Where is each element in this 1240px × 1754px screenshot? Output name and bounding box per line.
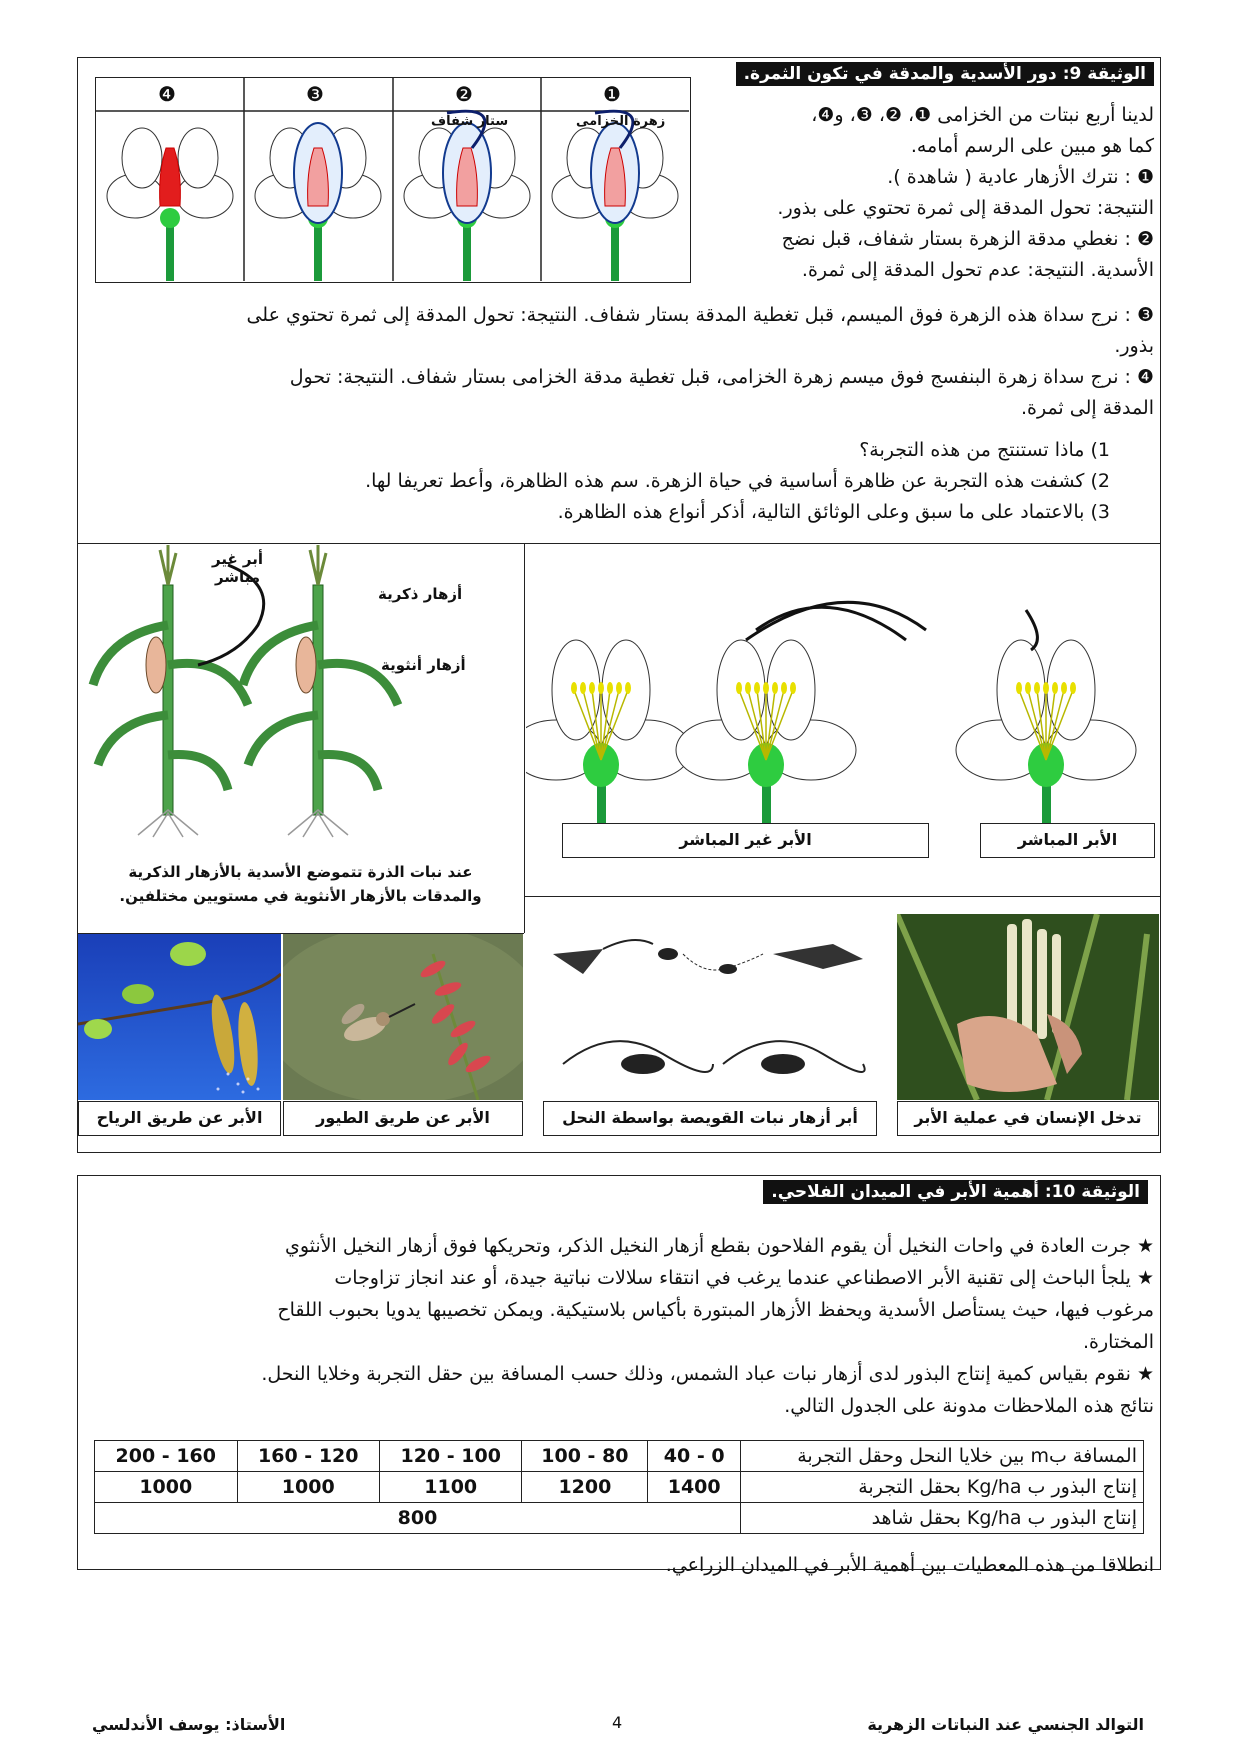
yield-cell: 1000	[95, 1472, 238, 1503]
experiment-flower	[255, 123, 381, 281]
palm-pollination-image	[897, 914, 1159, 1100]
doc10-line: مرغوب فيها، حيث يستأصل الأسدية ويحفظ الأزهار المبتورة بأكياس بلاستيكية. ويمكن تخصيبها يدويا بحبوب اللقاح	[277, 1299, 1154, 1321]
col-number-1: ❶	[603, 82, 621, 106]
step-line: بذور.	[1114, 335, 1154, 357]
table-row	[95, 1472, 1144, 1503]
doc10-line: المختارة.	[1082, 1331, 1154, 1353]
doc10-closing: انطلاقا من هذه المعطيات بين أهمية الأبر في الميدان الزراعي.	[665, 1554, 1154, 1576]
intro-line: ❶ : نترك الأزهار عادية ( شاهدة ).	[887, 166, 1154, 188]
step-line: المدقة إلى ثمرة.	[1020, 397, 1154, 419]
yield-cell: 1400	[648, 1472, 741, 1503]
intro-line: ❷ : نغطي مدقة الزهرة بستار شفاف، قبل نضج	[781, 228, 1154, 250]
caption-human: تدخل الإنسان في عملية الأبر	[897, 1101, 1159, 1136]
experiment-figure	[95, 77, 691, 283]
pollination-flower	[956, 640, 1136, 850]
doc9-steps	[88, 300, 1154, 424]
photo-wind	[78, 934, 281, 1100]
intro-line: كما هو مبين على الرسم أمامه.	[910, 135, 1154, 157]
distance-cell: 160 - 200	[95, 1441, 238, 1472]
question: 3) بالاعتماد على ما سبق وعلى الوثائق التالية، أذكر أنواع هذه الظاهرة.	[557, 501, 1110, 523]
doc9-title	[736, 64, 1154, 84]
maize-label-indirect	[212, 550, 263, 586]
doc9-title-text: الوثيقة 9: دور الأسدية والمدقة في تكون الثمرة.	[736, 62, 1154, 86]
yield-cell: 1100	[379, 1472, 521, 1503]
doc10-title	[763, 1182, 1148, 1202]
caption-wind: الأبر عن طريق الرياح	[78, 1101, 281, 1136]
wind-image	[78, 934, 281, 1100]
maize-label-male: أزهار ذكرية	[378, 585, 463, 603]
pollination-flower	[676, 640, 856, 850]
question: 2) كشفت هذه التجربة عن ظاهرة أساسية في حياة الزهرة. سم هذه الظاهرة، وأعط تعريفا لها.	[365, 470, 1110, 492]
col-number-2: ❷	[455, 82, 473, 106]
doc10-body	[84, 1230, 1154, 1422]
caption-bees: أبر أزهار نبات القويصة بواسطة النحل	[543, 1101, 877, 1136]
separator-h2	[524, 896, 1161, 897]
distance-cell: 120 - 160	[237, 1441, 379, 1472]
yield-cell: 1000	[237, 1472, 379, 1503]
doc9-questions	[110, 435, 1110, 528]
step-line: ❸ : نرج سداة هذه الزهرة فوق الميسم، قبل تغطية المدقة بستار شفاف. النتيجة: تحول المدقة إلى ثمرة تحتوي على	[246, 304, 1154, 326]
caption-indirect: الأبر غير المباشر	[562, 823, 929, 858]
doc10-title-text: الوثيقة 10: أهمية الأبر في الميدان الفلاحي.	[763, 1180, 1148, 1204]
footer-subject: التوالد الجنسي عند النباتات الزهرية	[867, 1715, 1144, 1734]
maize-label-indirect-2: مباشر	[214, 568, 261, 586]
intro-line: لدينا أربع نبتات من الخزامى ❶، ❷، ❸، و❹،	[811, 104, 1154, 126]
doc9-intro	[694, 100, 1154, 286]
col-number-4: ❹	[158, 82, 176, 106]
experiment-flower	[404, 111, 530, 281]
label-cover: ستار شفاف	[431, 114, 509, 129]
separator-h1	[77, 543, 1161, 544]
doc10-line: نتائج هذه الملاحظات مدونة على الجدول التالي.	[784, 1395, 1154, 1417]
maize-plant	[243, 545, 398, 837]
experiment-flower	[107, 128, 233, 281]
row1-header: المسافة بm بين خلايا النحل وحقل التجربة	[741, 1441, 1144, 1472]
maize-caption-line1: عند نبات الذرة تتموضع الأسدية بالأزهار الذكرية	[128, 863, 473, 881]
experiment-flower	[552, 111, 678, 281]
row2-header: إنتاج البذور ب Kg/ha بحقل التجربة	[741, 1472, 1144, 1503]
maize-label-female: أزهار أنثوية	[381, 656, 466, 674]
distance-cell: 100 - 120	[379, 1441, 521, 1472]
doc10-line: ★ جرت العادة في واحات النخيل أن يقوم الفلاحون بقطع أزهار النخيل الذكر، وتحريكها فوق أزهار النخيل الأنثوي	[284, 1235, 1154, 1257]
control-cell: 800	[95, 1503, 741, 1534]
table-row	[95, 1441, 1144, 1472]
cross-arrow	[756, 607, 906, 640]
caption-direct: الأبر المباشر	[980, 823, 1155, 858]
question: 1) ماذا تستنتج من هذه التجربة؟	[859, 439, 1110, 461]
intro-line: النتيجة: تحول المدقة إلى ثمرة تحتوي على بذور.	[777, 197, 1154, 219]
footer-page: 4	[612, 1713, 623, 1732]
row3-header: إنتاج البذور ب Kg/ha بحقل شاهد	[741, 1503, 1144, 1534]
photo-bees	[543, 914, 877, 1100]
separator-v1	[524, 543, 525, 933]
pollination-illustration	[526, 580, 1161, 850]
pollination-flower	[526, 640, 691, 850]
photo-human	[897, 914, 1159, 1100]
doc10-line: ★ نقوم بقياس كمية إنتاج البذور لدى أزهار نبات عباد الشمس، وذلك حسب المسافة بين حقل التجربة وخلايا النحل.	[261, 1363, 1154, 1385]
label-flower: زهرة الخزامى	[576, 114, 666, 129]
intro-line: الأسدية. النتيجة: عدم تحول المدقة إلى ثمرة.	[801, 259, 1154, 281]
bee-pollination-drawing	[543, 914, 877, 1100]
table-row	[95, 1503, 1144, 1534]
distance-cell: 80 - 100	[522, 1441, 648, 1472]
col-number-3: ❸	[306, 82, 324, 106]
yield-cell: 1200	[522, 1472, 648, 1503]
yield-table	[94, 1440, 1144, 1534]
hummingbird-image	[283, 934, 523, 1100]
maize-caption-line2: والمدقات بالأزهار الأنثوية في مستويين مختلفين.	[119, 887, 482, 905]
experiment-figure-svg	[96, 78, 689, 281]
step-line: ❹ : نرج سداة زهرة البنفسج فوق ميسم زهرة الخزامى، قبل تغطية مدقة الخزامى بستار شفاف. النتيجة: تحول	[289, 366, 1154, 388]
maize-caption	[78, 860, 523, 908]
footer-teacher: الأستاذ: يوسف الأندلسي	[92, 1715, 286, 1734]
distance-cell: 0 - 40	[648, 1441, 741, 1472]
caption-birds: الأبر عن طريق الطيور	[283, 1101, 523, 1136]
maize-label-indirect-1: أبر غير	[212, 550, 264, 568]
photo-birds	[283, 934, 523, 1100]
doc10-line: ★ يلجأ الباحث إلى تقنية الأبر الاصطناعي عندما يرغب في انتقاء سلالات نباتية جيدة، أو عند انجاز تزاوجات	[334, 1267, 1154, 1289]
maize-plant	[93, 545, 248, 837]
